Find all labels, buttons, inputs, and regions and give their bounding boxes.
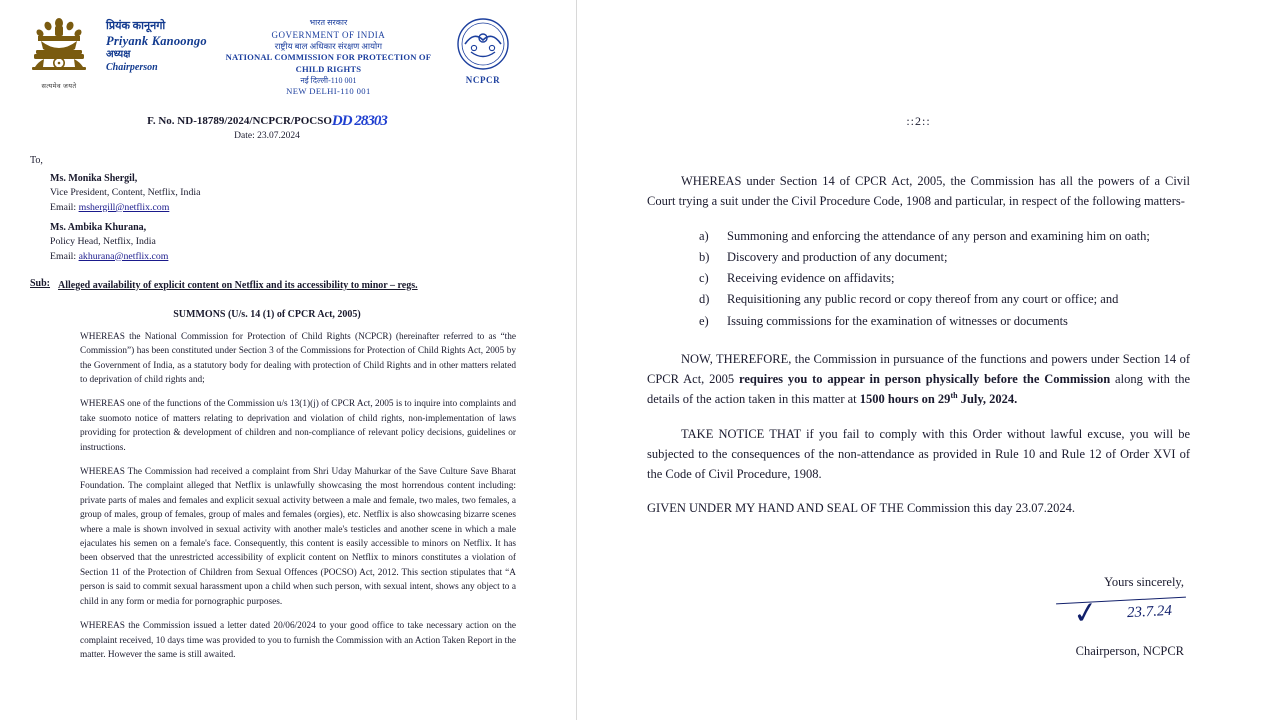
file-number-line xyxy=(18,112,516,129)
list-marker: e) xyxy=(699,313,709,328)
ncpcr-logo-caption: NCPCR xyxy=(465,75,501,85)
list-text: Discovery and production of any document; xyxy=(727,249,948,264)
chairperson-name: Priyank Kanoongo xyxy=(106,33,207,48)
recipient-1-email[interactable]: mshergill@netflix.com xyxy=(78,201,170,213)
paragraph-powers-intro xyxy=(647,171,1190,212)
commission-hindi: राष्ट्रीय बाल अधिकार संरक्षण आयोग xyxy=(274,40,383,51)
now-therefore-bold-2: 1500 hours on 29 xyxy=(859,392,951,407)
document-page-2 xyxy=(577,0,1280,720)
page-number: ::2:: xyxy=(906,114,931,128)
ncpcr-logo-icon xyxy=(453,16,513,72)
signature-mark: ✓ xyxy=(1070,594,1101,632)
closing-salutation: Yours sincerely, xyxy=(1104,574,1184,589)
list-item xyxy=(699,226,1190,246)
recipient-2-designation: Policy Head, Netflix, India xyxy=(50,236,156,248)
summons-title: SUMMONS (U/s. 14 (1) of CPCR Act, 2005) xyxy=(173,308,361,320)
recipient-1-email-label: Email: xyxy=(50,201,77,213)
commission-english: NATIONAL COMMISSION FOR PROTECTION OF CHILD RIGHTS xyxy=(225,52,432,74)
subject-label: Sub: xyxy=(30,277,51,289)
govt-english: GOVERNMENT OF INDIA xyxy=(271,29,386,40)
ordinal-suffix: th xyxy=(950,391,958,401)
list-text: Requisitioning any public record or copy thereof from any court or office; and xyxy=(727,292,1119,307)
recipient-1-designation: Vice President, Content, Netflix, India xyxy=(50,187,201,199)
paragraph-given-under-hand: GIVEN UNDER MY HAND AND SEAL OF THE Commission this day 23.07.2024. xyxy=(647,501,1076,516)
recipient-1 xyxy=(50,172,516,215)
now-therefore-text-2: along with the details of the action taken in this matter at xyxy=(647,372,1191,407)
now-therefore-bold-3: July, 2024. xyxy=(957,392,1018,407)
paragraph-whereas-3: WHEREAS The Commission had received a complaint from Shri Uday Mahurkar of the Save Culture Save Bharat Foundation. The complaint alleged that Netflix is unlawfully showcasing the most horrendous content including: private parts of males and females and explicit sexual activity between a male and female, two males, two females, a group of males, group of females, group of males and females (orgies), etc. Netflix is also showcasing bizarre scenes where a male is shown involved in sexual activity with another male's testicles and another scene in which a male ejaculates his semen on a female's face. Consequently, this content is easily accessible to minors on Netflix. It has been observed that the unrestricted accessibility of explicit content on Netflix to minors constitutes a violation of Section 11 of the Protection of Children from Sexual Offences (POCSO) Act, 2012. This section stipulates that “A person is said to commit sexual harassment upon a child when such person, with sexual intent, shows any object to a child in any form or media for pornographic purposes. xyxy=(80,467,516,607)
paragraph-take-notice xyxy=(647,424,1190,485)
paragraph-now-therefore xyxy=(647,349,1190,410)
handwritten-reference: DD 28303 xyxy=(331,112,387,129)
chairperson-hindi-title: अध्यक्ष xyxy=(106,49,131,61)
recipient-2-email-row xyxy=(50,250,516,264)
list-marker: c) xyxy=(699,271,709,285)
paragraph-whereas-2: WHEREAS one of the functions of the Commission u/s 13(1)(j) of CPCR Act, 2005 is to inquire into complaints and take suomoto notice of matters relating to deprivation and violation of child rights, non-implementation of laws providing for protection & development of children and non-compliance of relevant policy decisions, guidelines or instructions. xyxy=(80,399,516,453)
list-text: Issuing commissions for the examination of witnesses or documents xyxy=(727,313,1068,328)
powers-list xyxy=(647,226,1190,331)
subject-row xyxy=(30,278,516,293)
file-date: Date: 23.07.2024 xyxy=(234,130,300,141)
list-item xyxy=(699,311,1190,331)
subject-text: Alleged availability of explicit content on Netflix and its accessibility to minor – regs. xyxy=(58,279,418,291)
list-marker: b) xyxy=(699,249,710,264)
ashoka-emblem-icon xyxy=(28,14,90,80)
now-therefore-text-1: NOW, THEREFORE, the Commission in pursuance of the functions and powers under Section 14 of CPCR Act, 2005 xyxy=(647,351,1190,386)
emblem-caption: सत्यमेव जयते xyxy=(41,83,77,90)
paragraph-whereas-4: WHEREAS the Commission issued a letter dated 20/06/2024 to your good office to take necessary action on the complaint received, 10 days time was provided to you to furnish the Commission with an Action Taken Report in the matter. However the same is still awaited. xyxy=(80,621,516,660)
letterhead xyxy=(18,14,516,98)
recipient-2-name: Ms. Ambika Khurana, xyxy=(50,221,147,233)
document-page-1 xyxy=(0,0,576,720)
list-item xyxy=(699,268,1190,288)
paragraph-powers-intro-text: WHEREAS under Section 14 of CPCR Act, 2005, the Commission has all the powers of a Civil Court trying a suit under the Civil Procedure Code, 1908 and particular, in respect of the following matters- xyxy=(647,174,1190,209)
national-emblem-block xyxy=(22,14,96,90)
to-label: To, xyxy=(30,154,43,166)
list-marker: a) xyxy=(699,228,709,243)
chairperson-title: Chairperson xyxy=(106,61,158,73)
take-notice-text: TAKE NOTICE THAT if you fail to comply with this Order without lawful excuse, you will be subjected to the consequences of the non-attendance as provided in Rule 10 and Rule 12 of Order XVI of the Code of Civil Procedure, 1908. xyxy=(647,426,1190,481)
recipient-2-email-label: Email: xyxy=(50,250,77,262)
signature-date: 23.7.24 xyxy=(1126,602,1173,621)
list-text: Receiving evidence on affidavits; xyxy=(727,271,895,285)
list-text: Summoning and enforcing the attendance of any person and examining him on oath; xyxy=(727,228,1150,243)
list-item xyxy=(699,247,1190,267)
city-english: NEW DELHI-110 001 xyxy=(286,86,371,97)
recipient-2-email[interactable]: akhurana@netflix.com xyxy=(78,250,169,262)
list-marker: d) xyxy=(699,292,710,307)
recipient-2 xyxy=(50,221,516,264)
recipient-1-email-row xyxy=(50,201,516,215)
now-therefore-bold-1: requires you to appear in person physically before the Commission xyxy=(739,372,1111,386)
chairperson-block xyxy=(106,14,207,74)
organisation-block xyxy=(217,14,440,98)
govt-hindi: भारत सरकार xyxy=(309,18,348,27)
ncpcr-logo-block xyxy=(450,14,516,85)
signature-area xyxy=(647,590,1190,644)
paragraph-whereas-1: WHEREAS the National Commission for Protection of Child Rights (NCPCR) (hereinafter referred to as “the Commission”) has been constituted under Section 3 of the Commissions for Protection of Child Rights Act, 2005 by the Government of India, as a statutory body for dealing with protection of Child Rights and in other matters related to deprivation of child rights and; xyxy=(80,331,516,386)
recipient-1-name: Ms. Monika Shergil, xyxy=(50,172,138,184)
file-number: F. No. ND-18789/2024/NCPCR/POCSO xyxy=(147,114,332,127)
city-hindi: नई दिल्ली-110 001 xyxy=(300,75,357,85)
chairperson-hindi-name: प्रियंक कानूनगो xyxy=(106,20,166,32)
signatory-title: Chairperson, NCPCR xyxy=(1075,643,1184,658)
list-item xyxy=(699,289,1190,309)
